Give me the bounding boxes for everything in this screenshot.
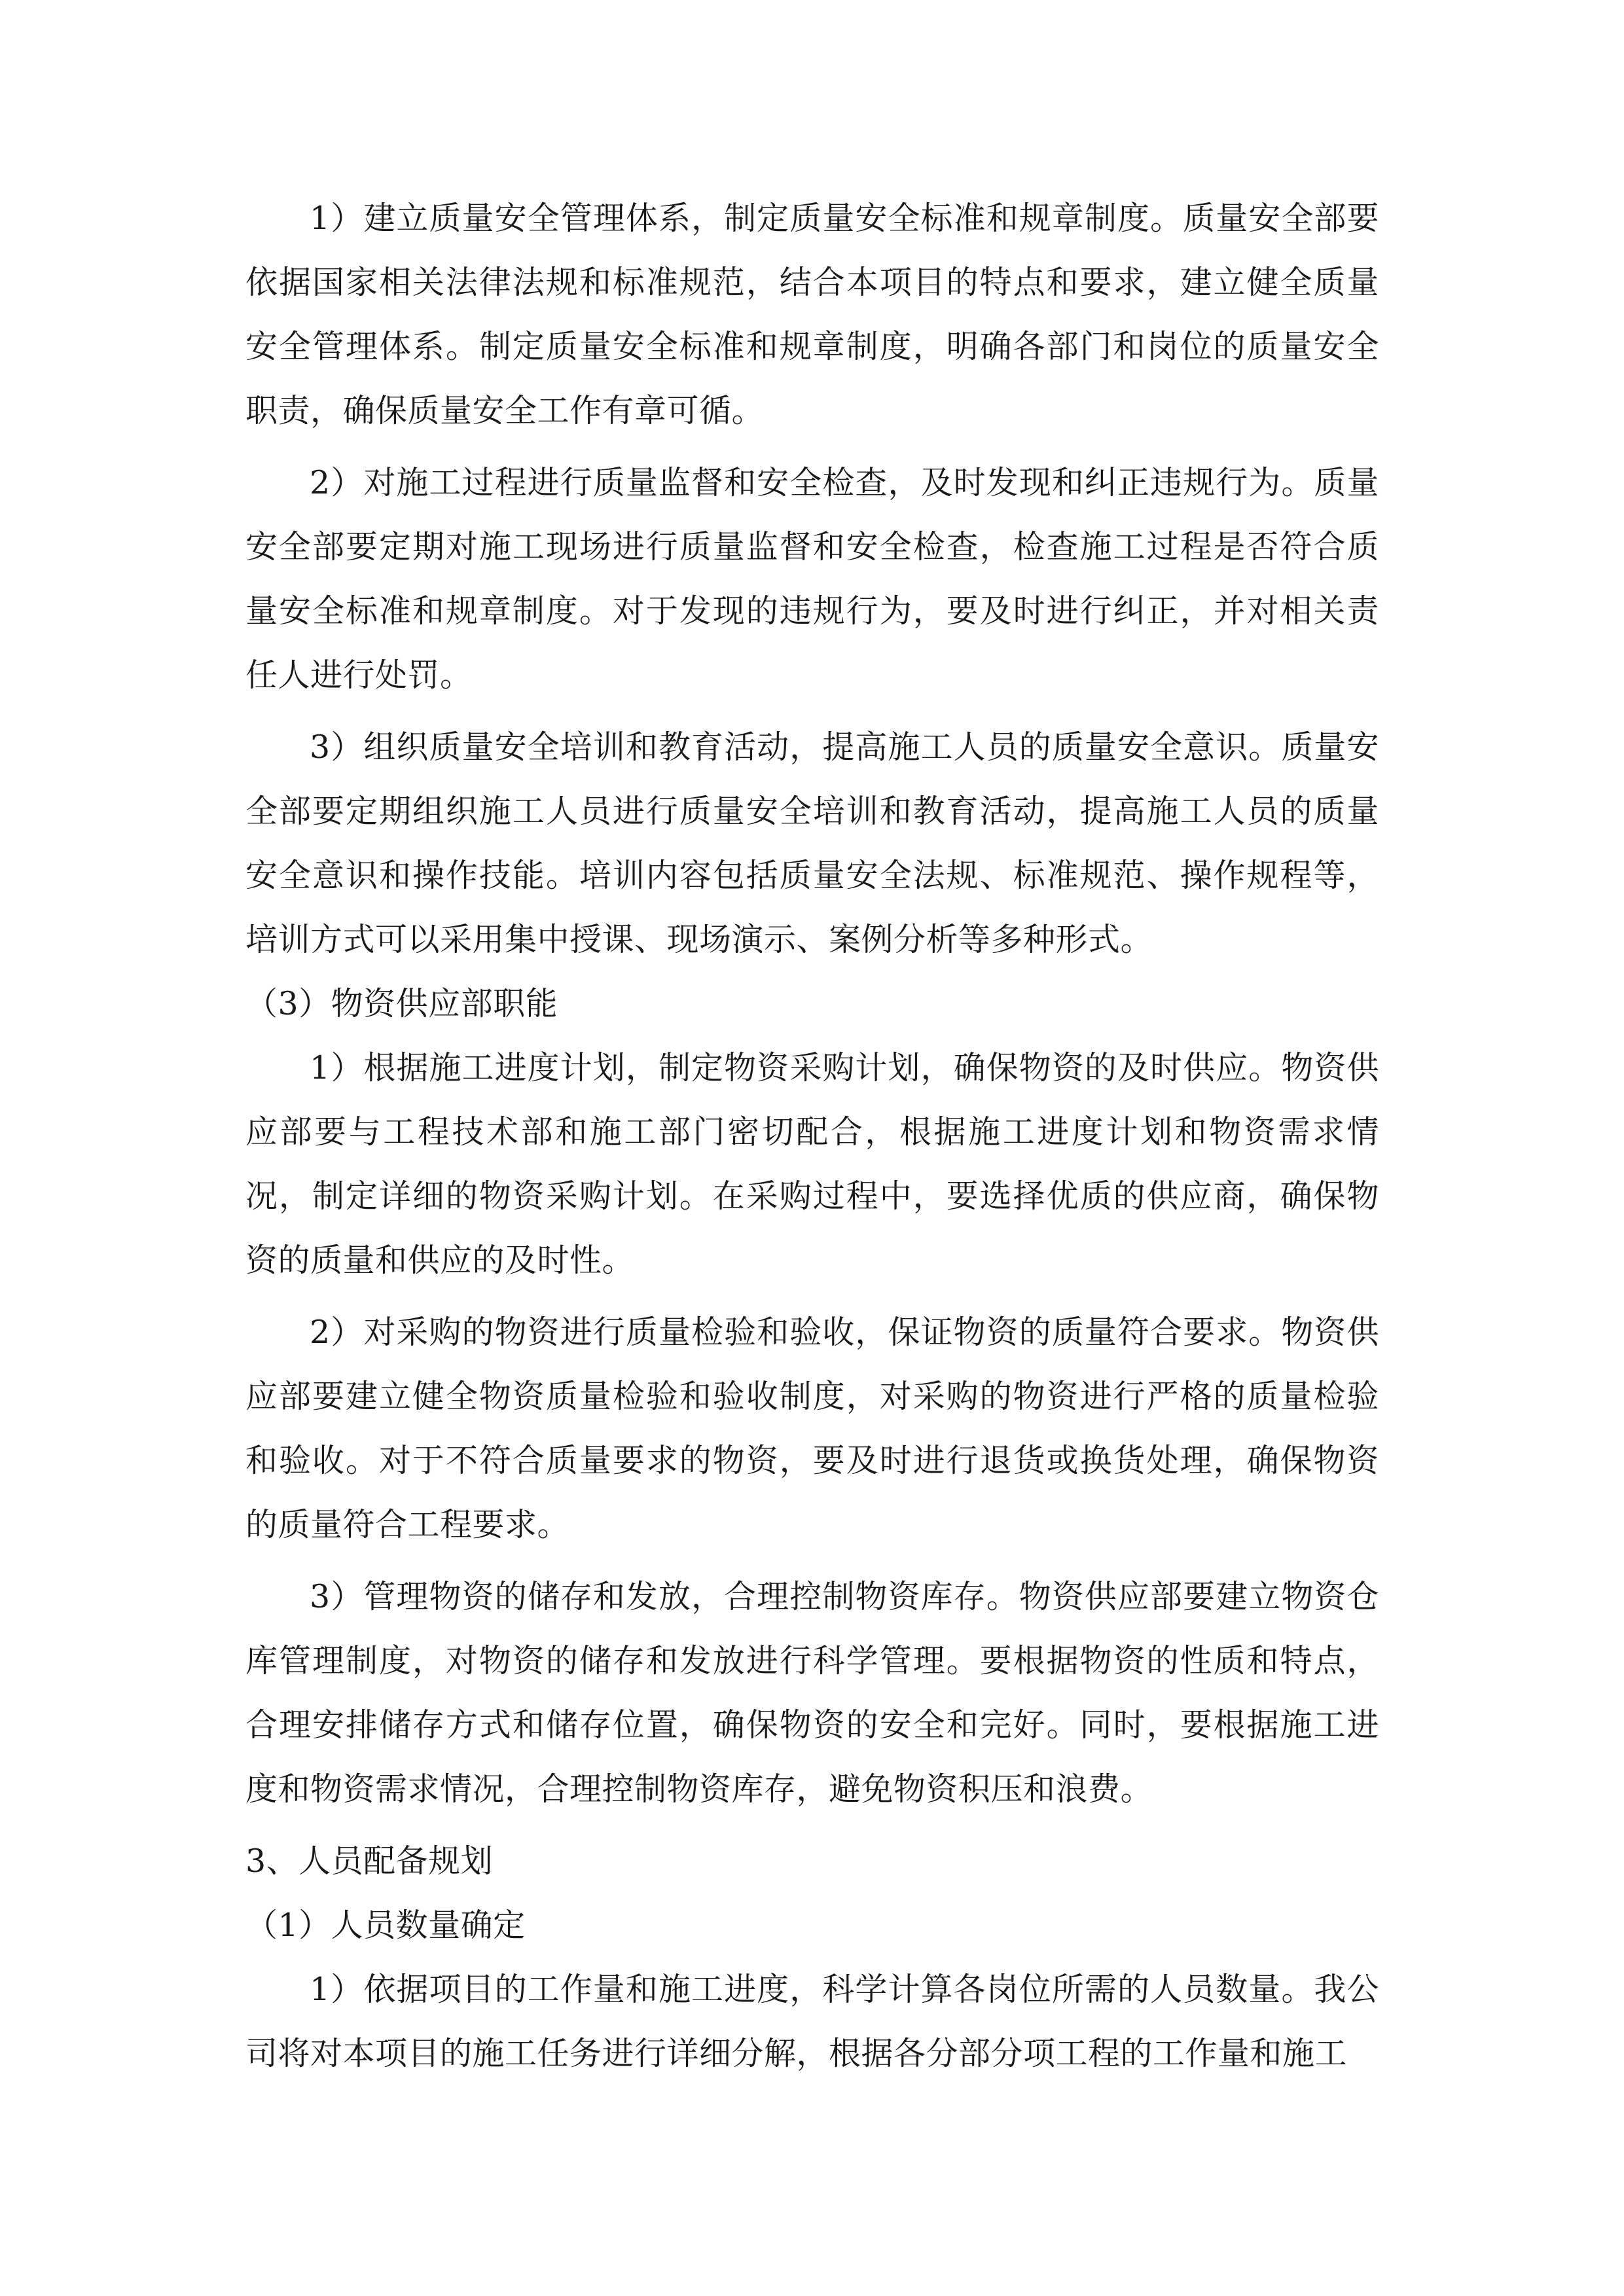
paragraph-quality-3: 3）组织质量安全培训和教育活动，提高施工人员的质量安全意识。质量安全部要定期组织施工人员进行质量安全培训和教育活动，提高施工人员的质量安全意识和操作技能。培训内容包括质量安全法规、标准规范、操作规程等，培训方式可以采用集中授课、现场演示、案例分析等多种形式。 [245, 728, 1379, 958]
subheading-staff-count: （1）人员数量确定 [245, 1907, 526, 1944]
section-heading-staffing: 3、人员配备规划 [245, 1842, 494, 1880]
paragraph-materials-3: 3）管理物资的储存和发放，合理控制物资库存。物资供应部要建立物资仓库管理制度，对物资的储存和发放进行科学管理。要根据物资的性质和特点，合理安排储存方式和储存位置，确保物资的安全和完好。同时，要根据施工进度和物资需求情况，合理控制物资库存，避免物资积压和浪费。 [245, 1578, 1379, 1808]
paragraph-staff-1: 1）依据项目的工作量和施工进度，科学计算各岗位所需的人员数量。我公司将对本项目的施工任务进行详细分解，根据各分部分项工程的工作量和施工 [245, 1971, 1379, 2072]
paragraph-materials-1: 1）根据施工进度计划，制定物资采购计划，确保物资的及时供应。物资供应部要与工程技术部和施工部门密切配合，根据施工进度计划和物资需求情况，制定详细的物资采购计划。在采购过程中，要选择优质的供应商，确保物资的质量和供应的及时性。 [245, 1049, 1379, 1279]
subheading-materials-dept: （3）物资供应部职能 [245, 985, 558, 1022]
paragraph-materials-2: 2）对采购的物资进行质量检验和验收，保证物资的质量符合要求。物资供应部要建立健全物资质量检验和验收制度，对采购的物资进行严格的质量检验和验收。对于不符合质量要求的物资，要及时进行退货或换货处理，确保物资的质量符合工程要求。 [245, 1314, 1379, 1543]
document-page [245, 187, 1379, 2094]
paragraph-quality-2: 2）对施工过程进行质量监督和安全检查，及时发现和纠正违规行为。质量安全部要定期对施工现场进行质量监督和安全检查，检查施工过程是否符合质量安全标准和规章制度。对于发现的违规行为，要及时进行纠正，并对相关责任人进行处罚。 [245, 464, 1379, 694]
paragraph-quality-1: 1）建立质量安全管理体系，制定质量安全标准和规章制度。质量安全部要依据国家相关法律法规和标准规范，结合本项目的特点和要求，建立健全质量安全管理体系。制定质量安全标准和规章制度，明确各部门和岗位的质量安全职责，确保质量安全工作有章可循。 [245, 200, 1379, 429]
